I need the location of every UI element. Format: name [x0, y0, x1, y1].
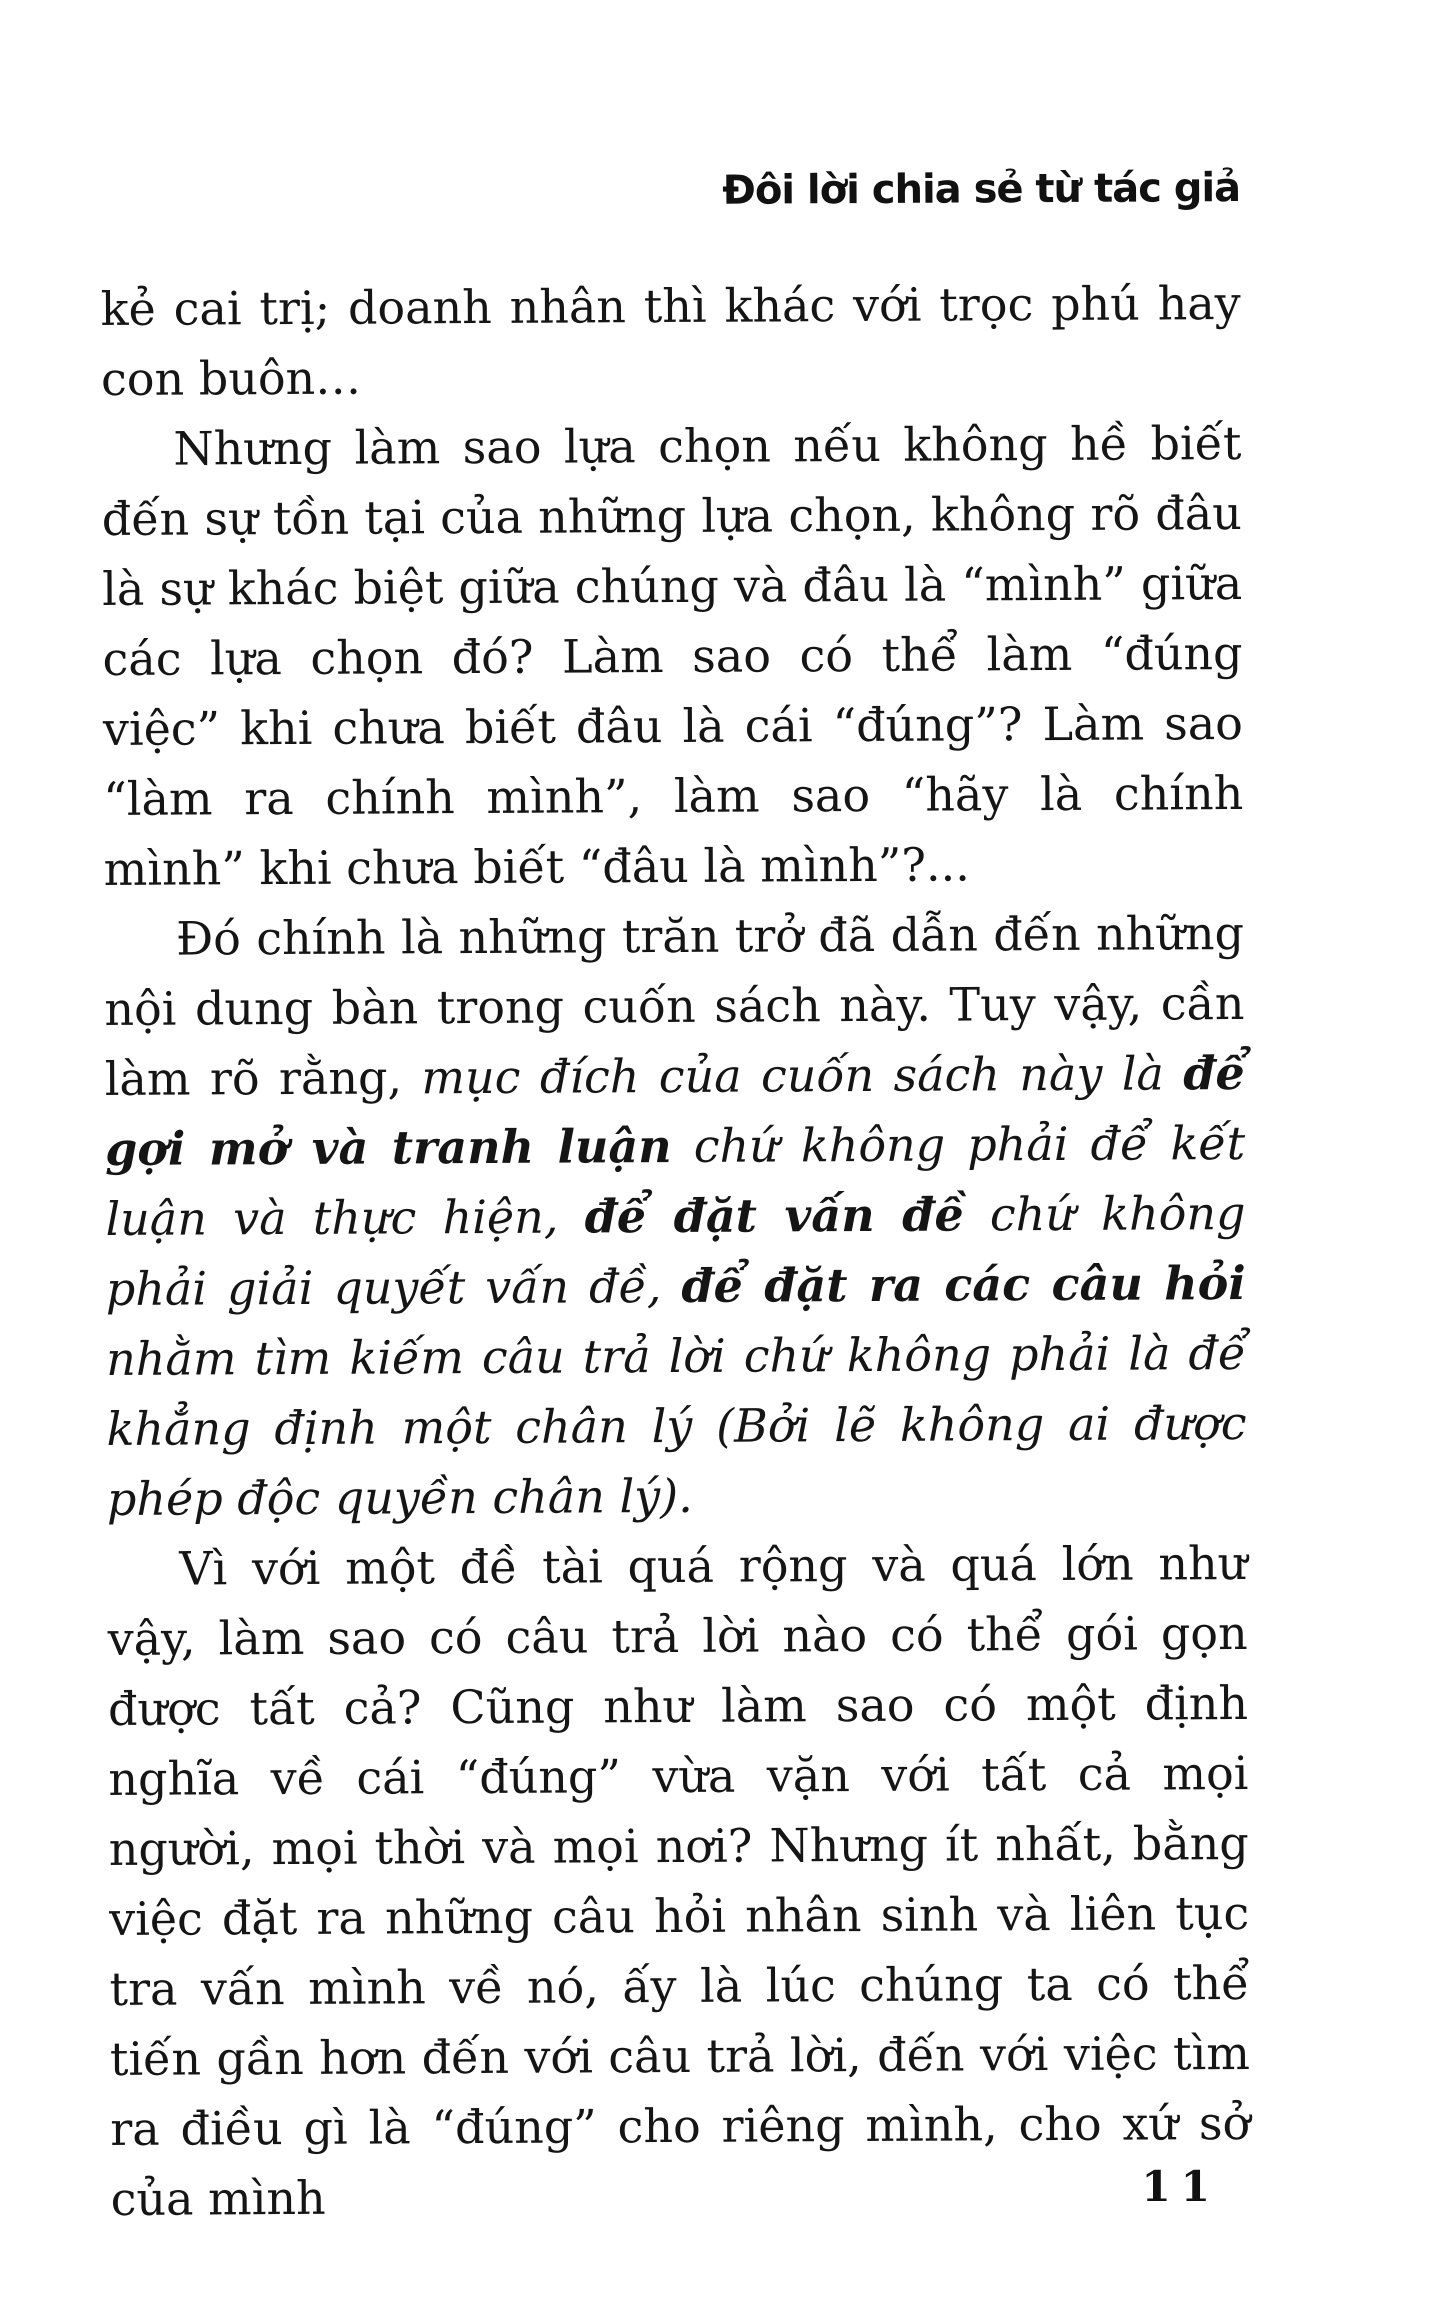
text-segment: để đặt vấn đề [584, 1187, 964, 1244]
paragraph [101, 408, 1244, 904]
text-segment: mục đích của cuốn sách này là [421, 1046, 1184, 1105]
text-segment: nhằm tìm kiếm câu trả lời chứ không phải là để khẳng định một chân lý (Bởi lẽ không ai được phép độc quyền chân lý). [106, 1326, 1247, 1526]
paragraph [101, 268, 1242, 414]
page-number: 11 [1141, 2162, 1220, 2211]
text-segment: chứ không phải để kết luận và thực hiện, [105, 1116, 1246, 1246]
text-segment: Vì với một đề tài quá rộng và quá lớn như vậy, làm sao có câu trả lời nào có thể gói gọn được tất cả? Cũng như làm sao có một định nghĩa về cái “đúng” vừa vặn với tất cả mọi người, mọi thời và mọi nơi? Nhưng ít nhất, bằng việc đặt ra những câu hỏi nhân sinh và liên tục tra vấn mình về nó, ấy là lúc chúng ta có thể tiến gần hơn đến với câu trả lời, đến với việc tìm ra điều gì là “đúng” cho riêng mình, cho xứ sở của mình [107, 1536, 1251, 2226]
body-text [101, 268, 1251, 2234]
text-segment: để gợi mở và tranh luận [104, 1046, 1245, 1176]
text-segment: kẻ cai trị; doanh nhân thì khác với trọc phú hay con buôn… [100, 276, 1241, 406]
text-segment: chứ không phải giải quyết vấn đề, [105, 1186, 1246, 1316]
text-segment: để đặt ra các câu hỏi [681, 1256, 1246, 1313]
paragraph [104, 898, 1247, 1534]
text-segment: Đó chính là những trăn trở đã dẫn đến những nội dung bàn trong cuốn sách này. Tuy vậy, cần làm rõ rằng, [104, 906, 1245, 1106]
page-content [100, 166, 1251, 2234]
chapter-header: Đôi lời chia sẻ từ tác giả [722, 165, 1241, 214]
text-segment: Nhưng làm sao lựa chọn nếu không hề biết đến sự tồn tại của những lựa chọn, không rõ đâu là sự khác biệt giữa chúng và đâu là “mình” giữa các lựa chọn đó? Làm sao có thể làm “đúng việc” khi chưa biết đâu là cái “đúng”? Làm sao “làm ra chính mình”, làm sao “hãy là chính mình” khi chưa biết “đâu là mình”?... [101, 416, 1244, 896]
paragraph [107, 1528, 1251, 2234]
